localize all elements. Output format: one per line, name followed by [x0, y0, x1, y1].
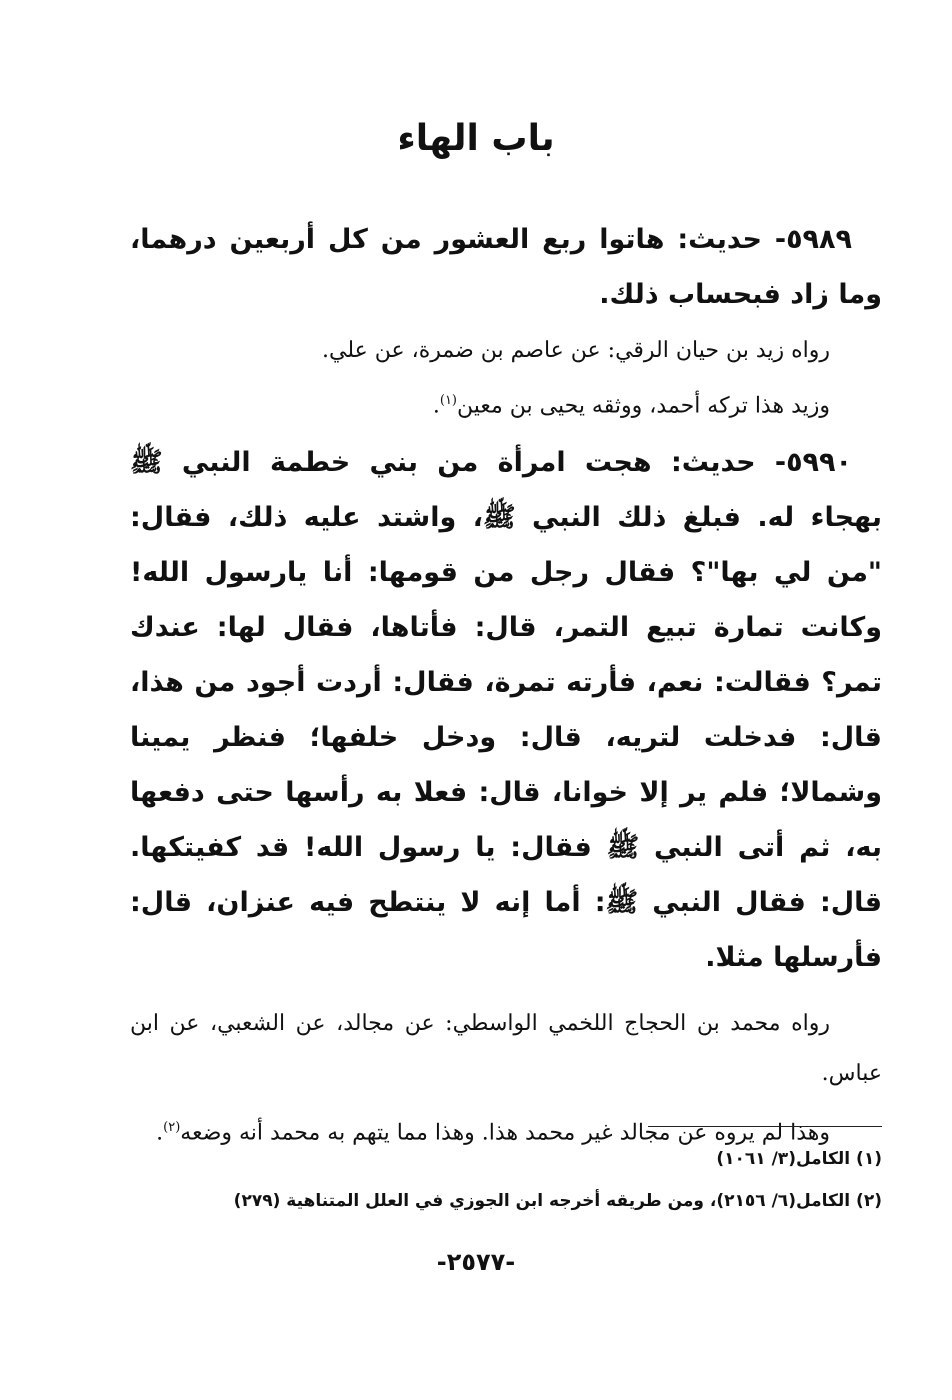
footnote-1: (١) الكامل(٣/ ١٠٦١) — [716, 1149, 882, 1169]
footnote-divider — [648, 1126, 882, 1127]
chapter-title: باب الهاء — [397, 118, 555, 159]
hadith-5989 — [130, 212, 882, 322]
hadith-5990 — [130, 435, 882, 985]
hadith-number: ٥٩٨٩- — [774, 224, 852, 255]
footnotes — [130, 1138, 882, 1222]
hadith-comment: وزيد هذا تركه أحمد، ووثقه يحيى بن معين$^{(١)}$. — [432, 393, 830, 419]
page-number: -٢٥٧٧- — [436, 1248, 516, 1276]
footnote-ref: (٢) — [163, 1120, 181, 1136]
hadith-text: حديث: هجت امرأة من بني خطمة النبي ﷺ بهجاء له. فبلغ ذلك النبي ﷺ، واشتد عليه ذلك، فقال: "من لي بها"؟ فقال رجل من قومها: أنا يارسول الله! وكانت تمارة تبيع التمر، قال: فأتاها، فقال لها: عندك تمر؟ فقالت: نعم، فأرته تمرة، فقال: أردت أجود من هذا، قال: فدخلت لتريه، قال: ودخل خلفها؛ فنظر يمينا وشمالا؛ فلم ير إلا خوانا، قال: فعلا به رأسها حتى دفعها به، ثم أتى النبي ﷺ فقال: يا رسول الله! قد كفيتكها. قال: فقال النبي ﷺ: أما إنه لا ينتطح فيه عنزان، قال: فأرسلها مثلا. — [130, 447, 882, 974]
page-content — [130, 212, 882, 1159]
footnote-ref: (١) — [439, 393, 457, 408]
hadith-comment: وهذا لم يروه عن مجالد غير محمد هذا. وهذا مما يتهم به محمد أنه وضعه$^{(٢)}$. — [156, 1120, 830, 1146]
hadith-number: ٥٩٩٠- — [774, 447, 852, 479]
hadith-narration: رواه محمد بن الحجاج اللخمي الواسطي: عن مجالد، عن الشعبي، عن ابن عباس. — [130, 1011, 882, 1087]
footnote-2: (٢) الكامل(٦/ ٢١٥٦)، ومن طريقه أخرجه ابن الجوزي في العلل المتناهية (٢٧٩) — [233, 1191, 882, 1211]
hadith-narration: رواه زيد بن حيان الرقي: عن عاصم بن ضمرة، عن علي. — [322, 338, 830, 363]
hadith-text: حديث: هاتوا ربع العشور من كل أربعين درهما، وما زاد فبحساب ذلك. — [130, 224, 882, 310]
